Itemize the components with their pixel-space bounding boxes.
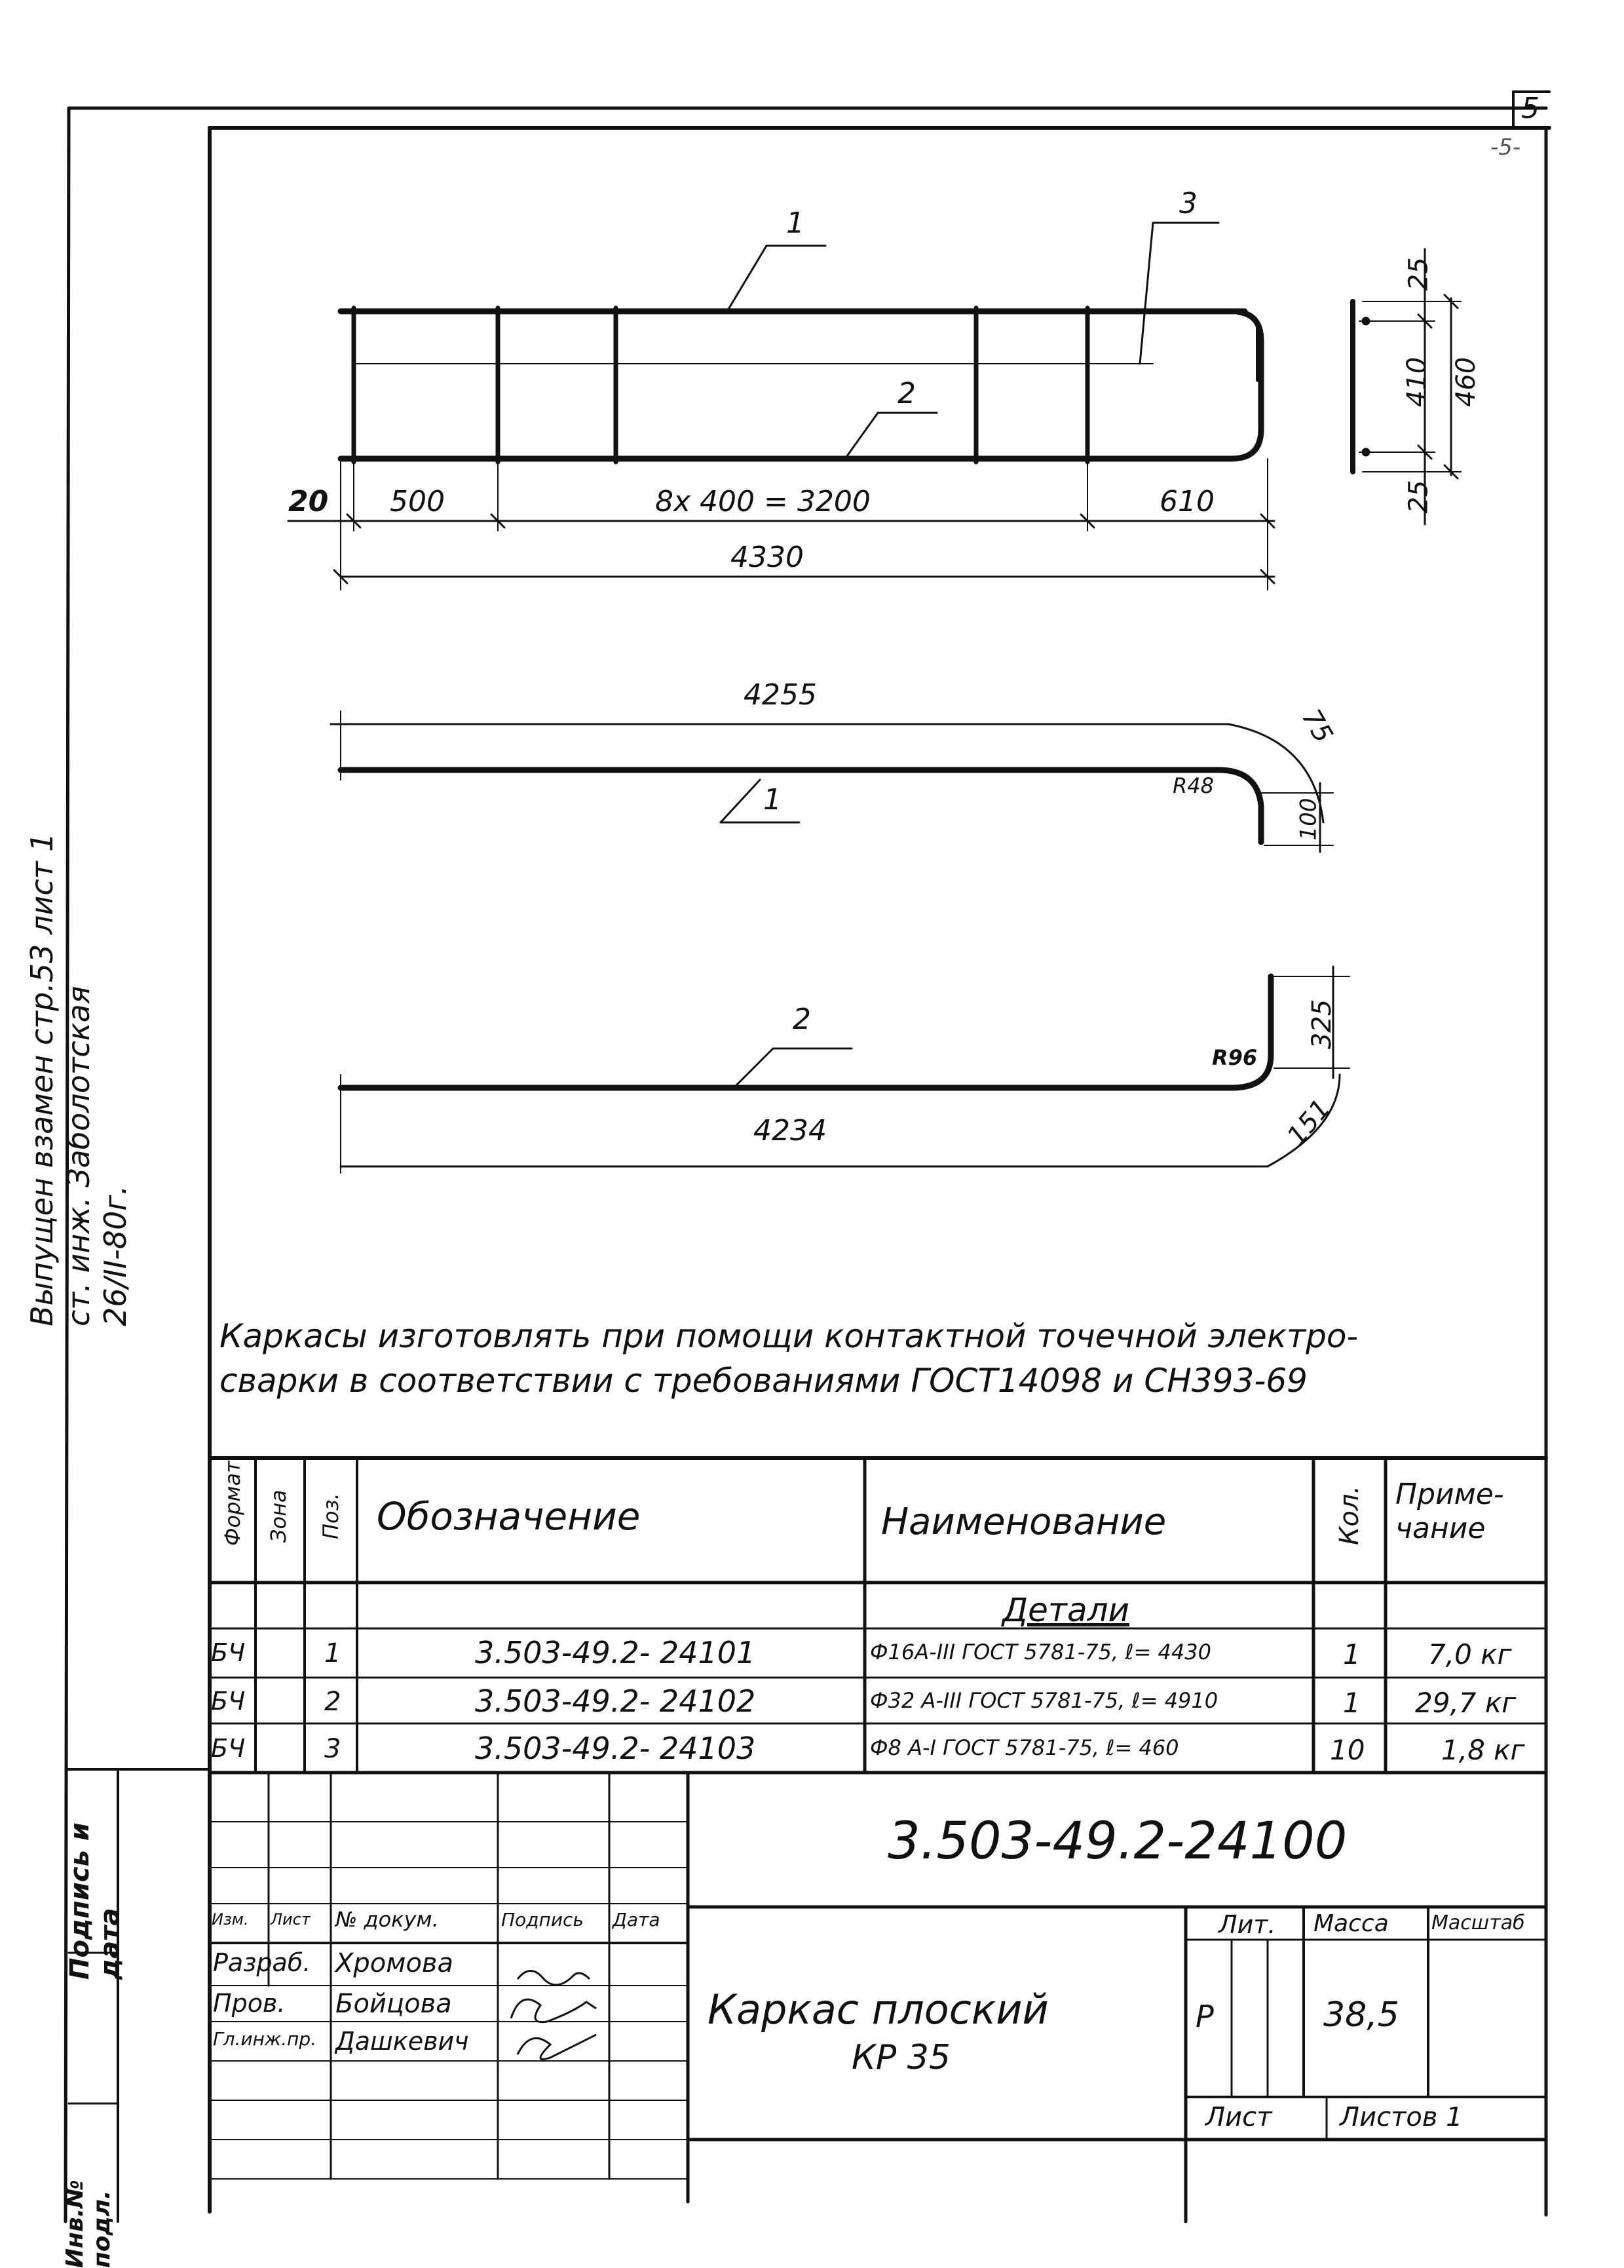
dim-4330: 4330 [730, 541, 804, 574]
left-col-sign-date: Подпись и дата [65, 1822, 125, 1980]
name-chief: Дашкевич [335, 2027, 469, 2056]
page-mark: -5- [1490, 134, 1521, 161]
sheets-label: Листов 1 [1340, 2102, 1463, 2132]
bar1-arc: 75 [1295, 704, 1339, 748]
row1-pos: 1 [324, 1638, 341, 1668]
row2-qty: 1 [1343, 1687, 1361, 1719]
left-col-inv: Инв.№ подл. [62, 2180, 115, 2268]
hdr-date: Дата [613, 1909, 660, 1931]
row1-name: Ф16А-III ГОСТ 5781-75, ℓ= 4430 [870, 1640, 1211, 1664]
name-developer: Хромова [335, 1948, 453, 1978]
hdr-change: Изм. [212, 1910, 249, 1929]
row3-pos: 3 [324, 1734, 341, 1764]
lit-label: Лит. [1218, 1910, 1276, 1939]
cage-drawing [288, 223, 1274, 590]
side-note-line1: Выпущен взамен стр.53 лист 1 [24, 832, 60, 1326]
hdr-doc: № докум. [335, 1907, 439, 1932]
row1-format: БЧ [211, 1638, 246, 1667]
doc-number: 3.503-49.2-24100 [888, 1812, 1348, 1871]
row1-designation: 3.503-49.2- 24101 [475, 1635, 756, 1670]
dim-20: 20 [288, 485, 329, 518]
hdr-pos: Поз. [318, 1493, 343, 1539]
row2-note: 29,7 кг [1415, 1687, 1517, 1719]
row1-qty: 1 [1343, 1638, 1361, 1670]
hdr-format: Формат [220, 1461, 245, 1546]
bar1-hook: 100 [1295, 798, 1322, 841]
bar2-pos: 2 [793, 1003, 811, 1036]
hdr-name: Наименование [881, 1501, 1167, 1543]
side-note-line3: 26/II-80г. [98, 1185, 133, 1326]
dim-500: 500 [390, 485, 445, 518]
bar2-radius: R96 [1212, 1045, 1258, 1070]
hdr-zone: Зона [266, 1490, 291, 1543]
bar1-pos: 1 [763, 783, 782, 817]
lit-value: Р [1196, 1999, 1214, 2034]
bar1-radius: R48 [1173, 773, 1214, 798]
row3-format: БЧ [211, 1734, 246, 1763]
row1-note: 7,0 кг [1428, 1638, 1512, 1670]
dim-410: 410 [1402, 356, 1433, 408]
side-note-line2: ст. инж. Заболотская [61, 986, 96, 1326]
name-checker: Бойцова [335, 1989, 452, 2019]
row2-designation: 3.503-49.2- 24102 [475, 1683, 756, 1719]
hdr-qty: Кол. [1334, 1485, 1365, 1545]
cage-pos-1: 1 [786, 206, 804, 240]
row3-qty: 10 [1330, 1734, 1365, 1766]
bar2-drawing [341, 967, 1350, 1173]
role-chief: Гл.инж.пр. [213, 2028, 317, 2050]
role-checker: Пров. [213, 1989, 286, 2018]
stamp-subtitle: КР 35 [852, 2038, 951, 2077]
hdr-designation: Обозначение [377, 1494, 641, 1539]
dim-8x400: 8х 400 = 3200 [655, 485, 871, 518]
row2-pos: 2 [324, 1687, 341, 1717]
dim-610: 610 [1160, 485, 1215, 518]
cage-pos-3: 3 [1179, 187, 1198, 220]
bar2-arc: 151 [1281, 1093, 1337, 1152]
stamp-title: Каркас плоский [708, 1986, 1049, 2033]
page-number: 5 [1521, 92, 1539, 125]
row2-format: БЧ [211, 1687, 246, 1716]
bar1-length: 4255 [744, 678, 817, 712]
row2-name: Ф32 А-III ГОСТ 5781-75, ℓ= 4910 [870, 1688, 1218, 1713]
dim-25-bottom: 25 [1403, 480, 1434, 514]
signatures [511, 1971, 596, 2060]
row3-name: Ф8 А-I ГОСТ 5781-75, ℓ= 460 [870, 1735, 1179, 1760]
hdr-note: Приме-чание [1395, 1478, 1504, 1545]
cage-pos-2: 2 [897, 377, 916, 410]
side-note [24, 540, 134, 1326]
scale-label: Масштаб [1431, 1912, 1525, 1934]
row3-designation: 3.503-49.2- 24103 [475, 1731, 756, 1766]
dim-460: 460 [1451, 356, 1482, 408]
sheet-label: Лист [1205, 2102, 1272, 2132]
note-line1: Каркасы изготовлять при помощи контактной точечной электро- [219, 1317, 1359, 1355]
role-developer: Разраб. [213, 1948, 311, 1977]
note-line2: сварки в соответствии с требованиями ГОСТ14098 и СН393-69 [219, 1362, 1308, 1400]
mass-value: 38,5 [1323, 1995, 1399, 2035]
bar2-hook: 325 [1307, 999, 1338, 1050]
section-details: Детали [1002, 1591, 1130, 1629]
hdr-sheet: Лист [271, 1910, 311, 1929]
dim-25-top: 25 [1403, 257, 1434, 291]
bar2-length: 4234 [753, 1114, 827, 1147]
hdr-sign: Подпись [501, 1909, 584, 1931]
mass-label: Масса [1313, 1910, 1389, 1937]
row3-note: 1,8 кг [1441, 1734, 1525, 1766]
